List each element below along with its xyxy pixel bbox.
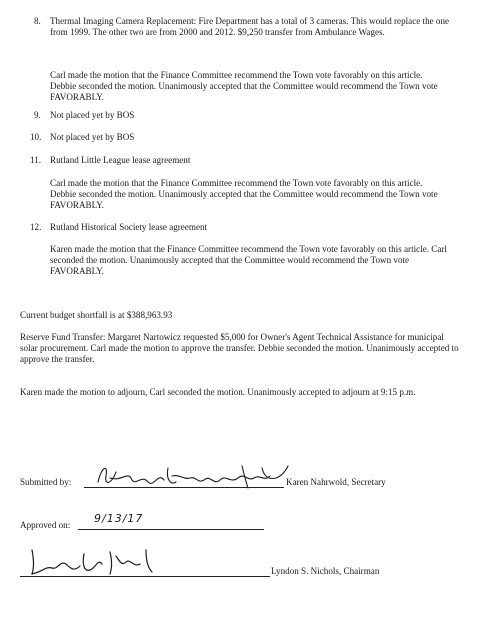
item-11-number: 11. — [30, 155, 42, 165]
approved-date-line — [78, 529, 264, 530]
lyndon-signature — [22, 546, 162, 578]
karen-signature — [92, 460, 292, 492]
item-8-title: Thermal Imaging Camera Replacement: Fire Department has a total of 3 cameras. This would replace the one from 1999. The other two are from 2000 and 2012. $9,250 transfer from Ambulance Wages. — [50, 16, 450, 38]
item-10-number: 10. — [30, 132, 42, 142]
item-9-number: 9. — [34, 110, 41, 120]
approved-on-label: Approved on: — [20, 520, 71, 530]
item-12-number: 12. — [30, 222, 42, 232]
item-12-title: Rutland Historical Society lease agreement — [50, 222, 208, 232]
chairman-name: Lyndon S. Nichols, Chairman — [271, 566, 380, 576]
item-10-title: Not placed yet by BOS — [50, 132, 135, 142]
item-8-number: 8. — [34, 16, 41, 26]
item-11-motion: Carl made the motion that the Finance Committee recommend the Town vote favorably on this article. Debbie seconded the motion. Unanimously accepted that the Committee would recommend the Town vote FAVORABLY. — [50, 178, 438, 211]
submitted-by-name: Karen Nahrwold, Secretary — [286, 477, 386, 487]
chairman-signature-line — [20, 576, 270, 577]
item-9-title: Not placed yet by BOS — [50, 110, 135, 120]
item-11-title: Rutland Little League lease agreement — [50, 155, 191, 165]
reserve-fund-transfer: Reserve Fund Transfer: Margaret Nartowicz requested $5,000 for Owner's Agent Technical Assistance for municipal solar procurement. Carl made the motion to approve the transfer. Debbie seconded the motion. Unanimously accepted to approve the transfer. — [20, 332, 459, 365]
approved-date: 9/13/17 — [94, 512, 144, 525]
budget-shortfall: Current budget shortfall is at $388,963.93 — [20, 310, 173, 320]
item-12-motion: Karen made the motion that the Finance Committee recommend the Town vote favorably on this article. Carl seconded the motion. Unanimously accepted that the Committee would recommend the Town vote FAVORABLY. — [50, 244, 447, 277]
item-8-motion: Carl made the motion that the Finance Committee recommend the Town vote favorably on this article. Debbie seconded the motion. Unanimously accepted that the Committee would recommend the Town vote FAVORABLY. — [50, 70, 438, 103]
submitted-by-label: Submitted by: — [20, 477, 72, 487]
adjourn-statement: Karen made the motion to adjourn, Carl seconded the motion. Unanimously accepted to adjourn at 9:15 p.m. — [20, 387, 416, 397]
